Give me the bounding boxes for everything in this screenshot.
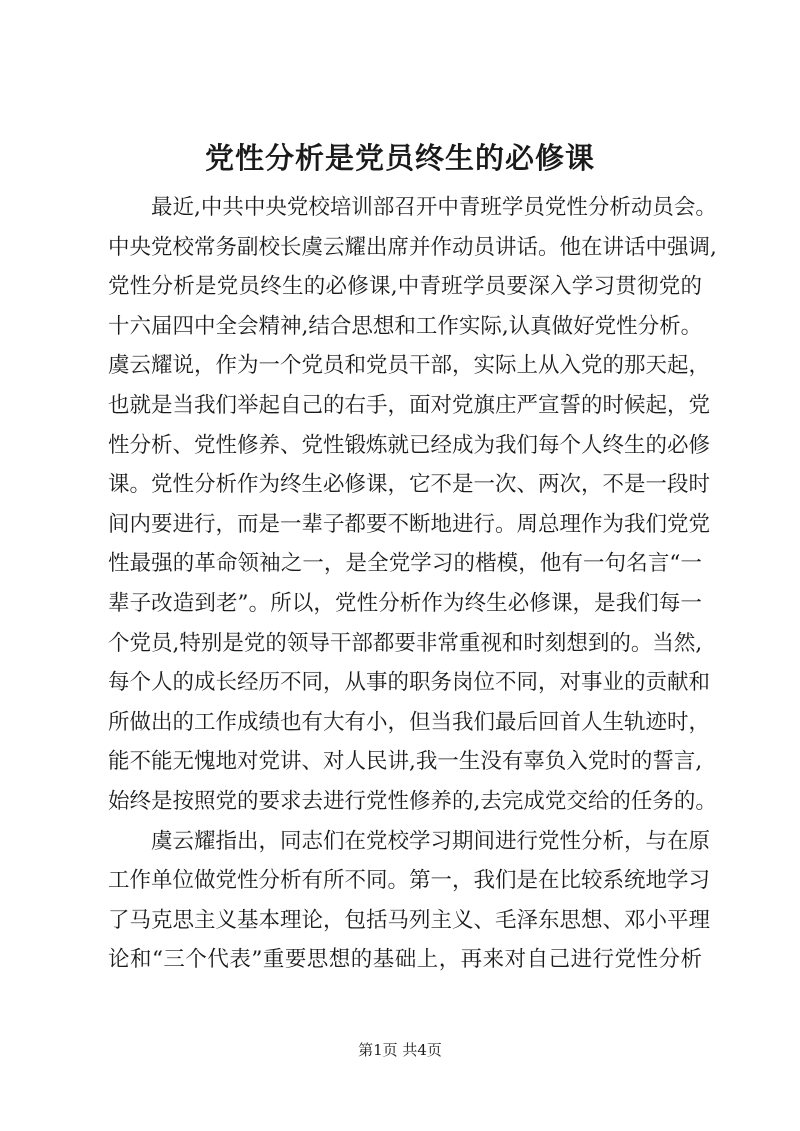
text-line: 虞云耀指出，同志们在党校学习期间进行党性分析，与在原 (151, 828, 711, 854)
text-line: 虞云耀说，作为一个党员和党员干部，实际上从入党的那天起， (108, 353, 711, 379)
text-line: 辈子改造到老”。所以，党性分析作为终生必修课，是我们每一 (108, 590, 702, 616)
text-line: 中央党校常务副校长虞云耀出席并作动员讲话。他在讲话中强调, (108, 234, 717, 260)
text-line: 党性分析是党员终生的必修课,中青班学员要深入学习贯彻党的 (108, 274, 702, 300)
text-line: 性分析、党性修养、党性锻炼就已经成为我们每个人终生的必修 (108, 432, 711, 458)
body-text (108, 188, 717, 980)
text-line: 所做出的工作成绩也有大有小，但当我们最后回首人生轨迹时， (108, 709, 711, 735)
text-line: 每个人的成长经历不同，从事的职务岗位不同，对事业的贡献和 (108, 670, 711, 696)
paragraph-2 (108, 822, 711, 980)
page-number-footer: 第1页 共4页 (358, 1041, 442, 1059)
text-line: 最近,中共中央党校培训部召开中青班学员党性分析动员会。 (151, 195, 717, 220)
text-line: 论和“三个代表”重要思想的基础上，再来对自己进行党性分析 (108, 947, 702, 973)
paragraph-1 (108, 188, 717, 822)
text-line: 了马克思主义基本理论，包括马列主义、毛泽东思想、邓小平理 (108, 907, 711, 933)
page-title: 党性分析是党员终生的必修课 (204, 141, 595, 175)
text-line: 能不能无愧地对党讲、对人民讲,我一生没有辜负入党时的誓言, (108, 749, 703, 775)
text-line: 课。党性分析作为终生必修课，它不是一次、两次，不是一段时 (108, 472, 711, 498)
text-line: 工作单位做党性分析有所不同。第一，我们是在比较系统地学习 (108, 868, 711, 894)
text-line: 间内要进行，而是一辈子都要不断地进行。周总理作为我们党党 (108, 511, 711, 537)
text-line: 也就是当我们举起自己的右手，面对党旗庄严宣誓的时候起，党 (108, 392, 711, 418)
text-line: 始终是按照党的要求去进行党性修养的,去完成党交给的任务的。 (108, 788, 717, 814)
text-line: 个党员,特别是党的领导干部都要非常重视和时刻想到的。当然, (108, 630, 703, 656)
text-line: 十六届四中全会精神,结合思想和工作实际,认真做好党性分析。 (108, 313, 703, 339)
text-line: 性最强的革命领袖之一，是全党学习的楷模，他有一句名言“一 (108, 551, 702, 577)
